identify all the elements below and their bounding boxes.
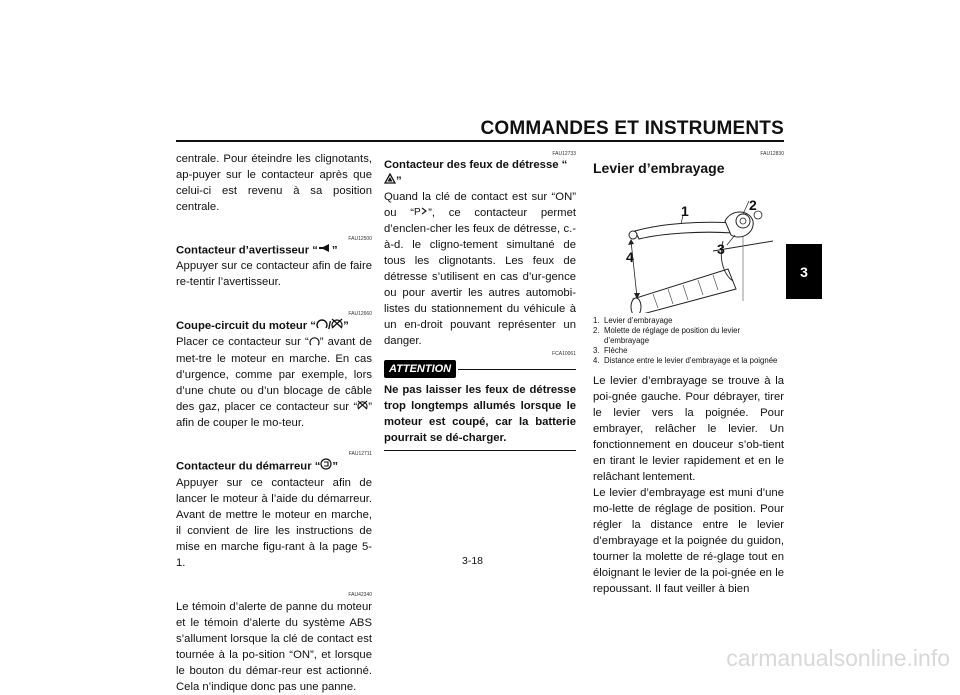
clutch-lever-illustration	[593, 181, 784, 313]
paragraph-clutch-1: Le levier d’embrayage se trouve à la poi-gnée gauche. Pour débrayer, tirer le levier vers la poignée. Pour embrayer, relâcher le levier. Un fonctionnement en douceur s’ob-tient en tirant le levier rapidement et en le relâchant lentement.	[593, 375, 784, 483]
section-title-hazard: Contacteur des feux de détresse “”	[384, 158, 576, 189]
park-key-icon	[414, 205, 428, 221]
page-header-title: COMMANDES ET INSTRUMENTS	[480, 118, 784, 139]
header-rule	[176, 140, 784, 142]
ref-code: FAU12711	[348, 450, 372, 457]
attention-badge: ATTENTION	[384, 360, 456, 378]
engine-run-icon	[309, 335, 320, 351]
hazard-icon	[384, 173, 396, 189]
paragraph-horn: Appuyer sur ce contacteur afin de faire re-tentir l’avertisseur.	[176, 260, 372, 289]
ref-code: FAU42340	[348, 591, 372, 598]
ref-code: FAU12660	[348, 311, 372, 318]
ref-code: FAU12830	[760, 151, 784, 157]
section-title-engine-stop: Coupe-circuit du moteur “ / ”	[176, 318, 372, 334]
ref-code: FAU12733	[552, 151, 576, 157]
svg-text:P: P	[414, 207, 421, 217]
column-1	[176, 151, 372, 695]
caption-item: 3. Flèche	[593, 346, 628, 355]
engine-stop-icon	[357, 399, 368, 415]
paragraph-clutch-2: Le levier d’embrayage est muni d’une mo-lette de réglage de position. Pour régler la distance entre le levier d’embrayage et la poignée du guidon, tourner la molette de ré-glage tout en éloignant le levier de la poi-gnée en le repoussant. Il faut veiller à bien	[593, 487, 784, 595]
chapter-tab: 3	[786, 244, 822, 299]
horn-icon	[318, 243, 332, 258]
section-title-clutch: Levier d’embrayage	[593, 160, 725, 176]
caption-item: 4. Distance entre le levier d’embrayage et la poignée	[593, 356, 778, 365]
paragraph-starter: Appuyer sur ce contacteur afin de lancer le moteur à l’aide du démarreur. Avant de mettre le moteur en marche, il convient de lire les instructions de mise en marche figu-rant à la page 5-1.	[176, 476, 372, 569]
section-title-starter: Contacteur du démarreur “ ”	[176, 458, 372, 475]
paragraph-intro: centrale. Pour éteindre les clignotants, ap-puyer sur le contacteur après que celui-ci est revenu à sa position centrale.	[176, 153, 372, 213]
attention-end-rule	[384, 450, 576, 451]
engine-stop-icon	[331, 318, 343, 334]
caption-item: 1. Levier d’embrayage	[593, 316, 673, 325]
attention-text: Ne pas laisser les feux de détresse trop longtemps allumés lorsque le moteur est coupé, car la batterie pourrait se dé-charger.	[384, 384, 576, 445]
page-number: 3-18	[462, 555, 484, 567]
attention-header	[384, 360, 576, 378]
watermark: carmanualsonline.info	[726, 645, 950, 671]
starter-icon	[320, 458, 332, 475]
figure-captions	[593, 316, 784, 366]
caption-item: 2. Molette de réglage de position du levier d’embrayage	[593, 326, 741, 345]
section-title-horn: Contacteur d’avertisseur “ ”	[176, 244, 338, 257]
paragraph-hazard: Quand la clé de contact est sur “ON” ou “ P ”, ce contacteur permet d’enclen-cher les feux de détresse, c.-à-d. le cligno-tement simultané de tous les clignotants. Les feux de détresse s’utilisent en cas d’ur-gence ou pour avertir les autres automobi-listes du stationnement du véhicule à un en-droit pouvant représenter un danger.	[384, 191, 576, 348]
ref-code: FAU12500	[348, 236, 372, 242]
paragraph-warning-lights: Le témoin d’alerte de panne du moteur et le témoin d’alerte du système ABS s’allument lorsque la clé de contact est tournée à la po-sition “ON”, et lorsque le bouton du démar-reur est actionné. Cela n’indique donc pas une panne.	[176, 600, 372, 693]
callout-3: 3	[717, 241, 725, 257]
ref-code: FCA10061	[552, 351, 576, 358]
column-2	[384, 151, 576, 451]
column-3	[593, 151, 784, 597]
callout-1: 1	[681, 203, 689, 219]
attention-rule	[458, 369, 576, 370]
callout-4: 4	[626, 249, 634, 265]
engine-run-icon	[316, 318, 328, 334]
paragraph-engine-stop: Placer ce contacteur sur “ ” avant de met-tre le moteur en marche. En cas d’urgence, comme par exemple, lors d’une chute ou d’un blocage de câble des gaz, placer ce contacteur sur “ ” afin de couper le mo-teur.	[176, 336, 372, 429]
callout-2: 2	[749, 197, 757, 213]
